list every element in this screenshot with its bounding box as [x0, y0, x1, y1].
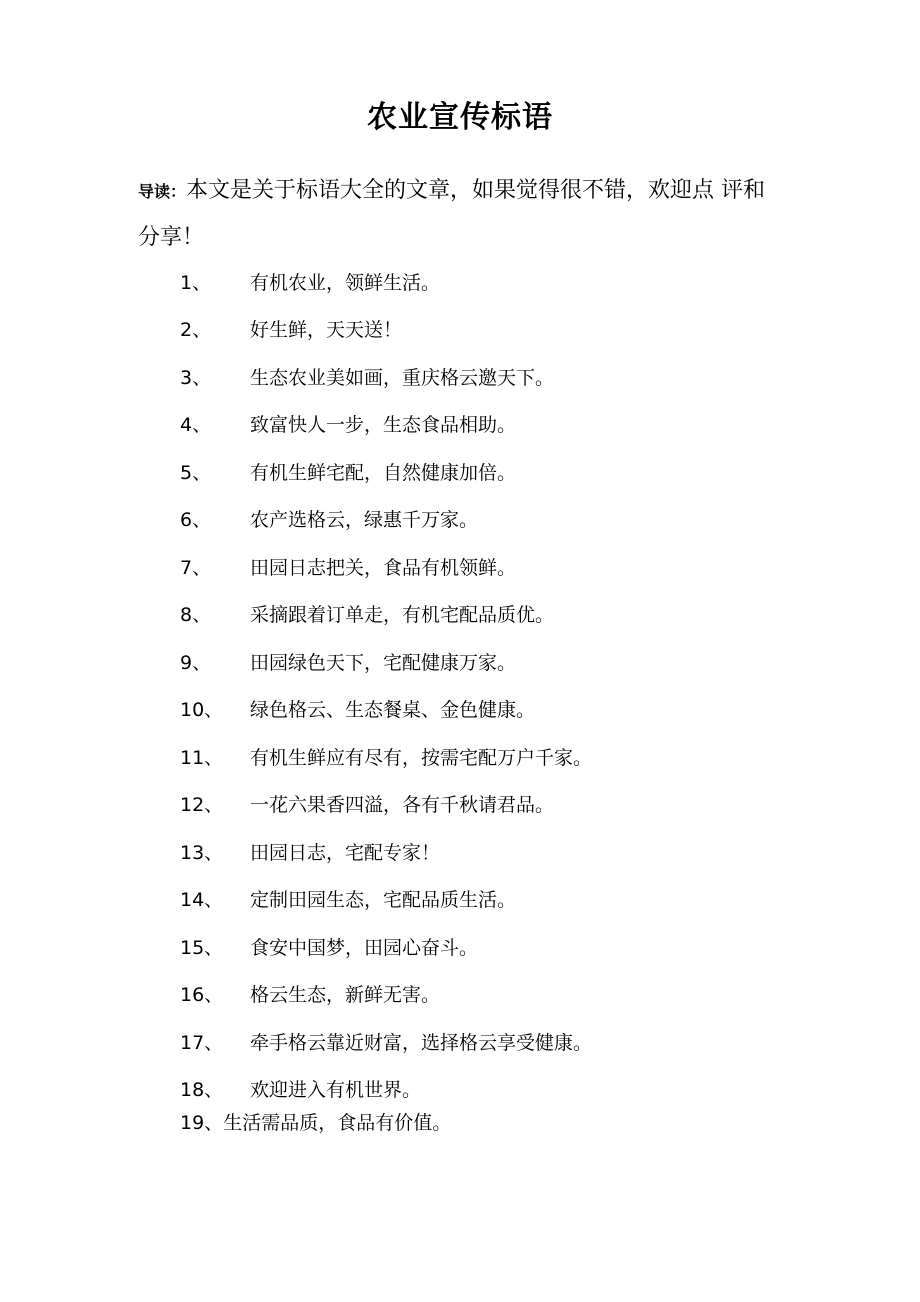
list-item-text: 有机农业，领鲜生活。: [250, 272, 441, 294]
list-item-number: 18、: [180, 1079, 224, 1101]
list-item: [180, 695, 535, 725]
list-item-number: 4、: [180, 414, 212, 436]
list-item-text: 牵手格云靠近财富，选择格云享受健康。: [250, 1032, 593, 1054]
list-item: [180, 838, 440, 868]
list-item-number: 13、: [180, 842, 224, 864]
list-item: [180, 363, 554, 393]
list-item-text: 有机生鲜应有尽有，按需宅配万户千家。: [250, 747, 593, 769]
list-item: [180, 410, 516, 440]
list-item-text: 采摘跟着订单走，有机宅配品质优。: [250, 604, 555, 626]
list-item-number: 6、: [180, 509, 212, 531]
list-item: [180, 505, 478, 535]
list-item-text: 田园绿色天下，宅配健康万家。: [250, 652, 517, 674]
list-item-number: 19、: [180, 1112, 224, 1134]
list-item: [180, 648, 516, 678]
list-item-number: 9、: [180, 652, 212, 674]
list-item-number: 17、: [180, 1032, 224, 1054]
list-item: [180, 790, 554, 820]
list-item-number: 2、: [180, 319, 212, 341]
list-item-text: 一花六果香四溢，各有千秋请君品。: [250, 794, 555, 816]
list-item-text: 生态农业美如画，重庆格云邀天下。: [250, 367, 555, 389]
list-item: [180, 1075, 421, 1105]
list-item: [180, 1028, 592, 1058]
list-item-number: 7、: [180, 557, 212, 579]
list-item-number: 15、: [180, 937, 224, 959]
list-item-text: 欢迎进入有机世界。: [250, 1079, 422, 1101]
list-item-number: 12、: [180, 794, 224, 816]
list-item-number: 3、: [180, 367, 212, 389]
list-item-number: 1、: [180, 272, 212, 294]
list-item-text: 田园日志，宅配专家！: [250, 842, 441, 864]
list-item: [180, 268, 440, 298]
list-item-text: 格云生态，新鲜无害。: [250, 984, 441, 1006]
list-item-text: 定制田园生态，宅配品质生活。: [250, 889, 517, 911]
list-item-number: 10、: [180, 699, 224, 721]
list-item-text: 农产选格云，绿惠千万家。: [250, 509, 479, 531]
intro-label: 导读：: [138, 182, 187, 201]
list-item: [180, 553, 516, 583]
list-item-text: 食安中国梦，田园心奋斗。: [250, 937, 479, 959]
list-item: [180, 885, 516, 915]
list-item: [180, 933, 478, 963]
list-item-text: 好生鲜，天天送！: [250, 319, 403, 341]
intro-text: 本文是关于标语大全的文章，如果觉得很不错，欢迎点 评和分享！: [138, 178, 766, 250]
list-item: [180, 600, 554, 630]
list-item-number: 14、: [180, 889, 224, 911]
list-item-number: 16、: [180, 984, 224, 1006]
list-item-number: 5、: [180, 462, 212, 484]
list-item-number: 8、: [180, 604, 212, 626]
list-item-text: 生活需品质，食品有价值。: [223, 1112, 452, 1134]
list-item-text: 田园日志把关，食品有机领鲜。: [250, 557, 517, 579]
list-item: [180, 458, 516, 488]
list-item: [180, 315, 402, 345]
list-item-text: 有机生鲜宅配，自然健康加倍。: [250, 462, 517, 484]
list-item: [180, 980, 440, 1010]
list-item: [180, 743, 592, 773]
list-item-text: 致富快人一步，生态食品相助。: [250, 414, 517, 436]
list-item: [180, 1108, 451, 1138]
document-title: 农业宣传标语: [367, 100, 553, 135]
list-item-text: 绿色格云、生态餐桌、金色健康。: [250, 699, 536, 721]
list-item-number: 11、: [180, 747, 224, 769]
